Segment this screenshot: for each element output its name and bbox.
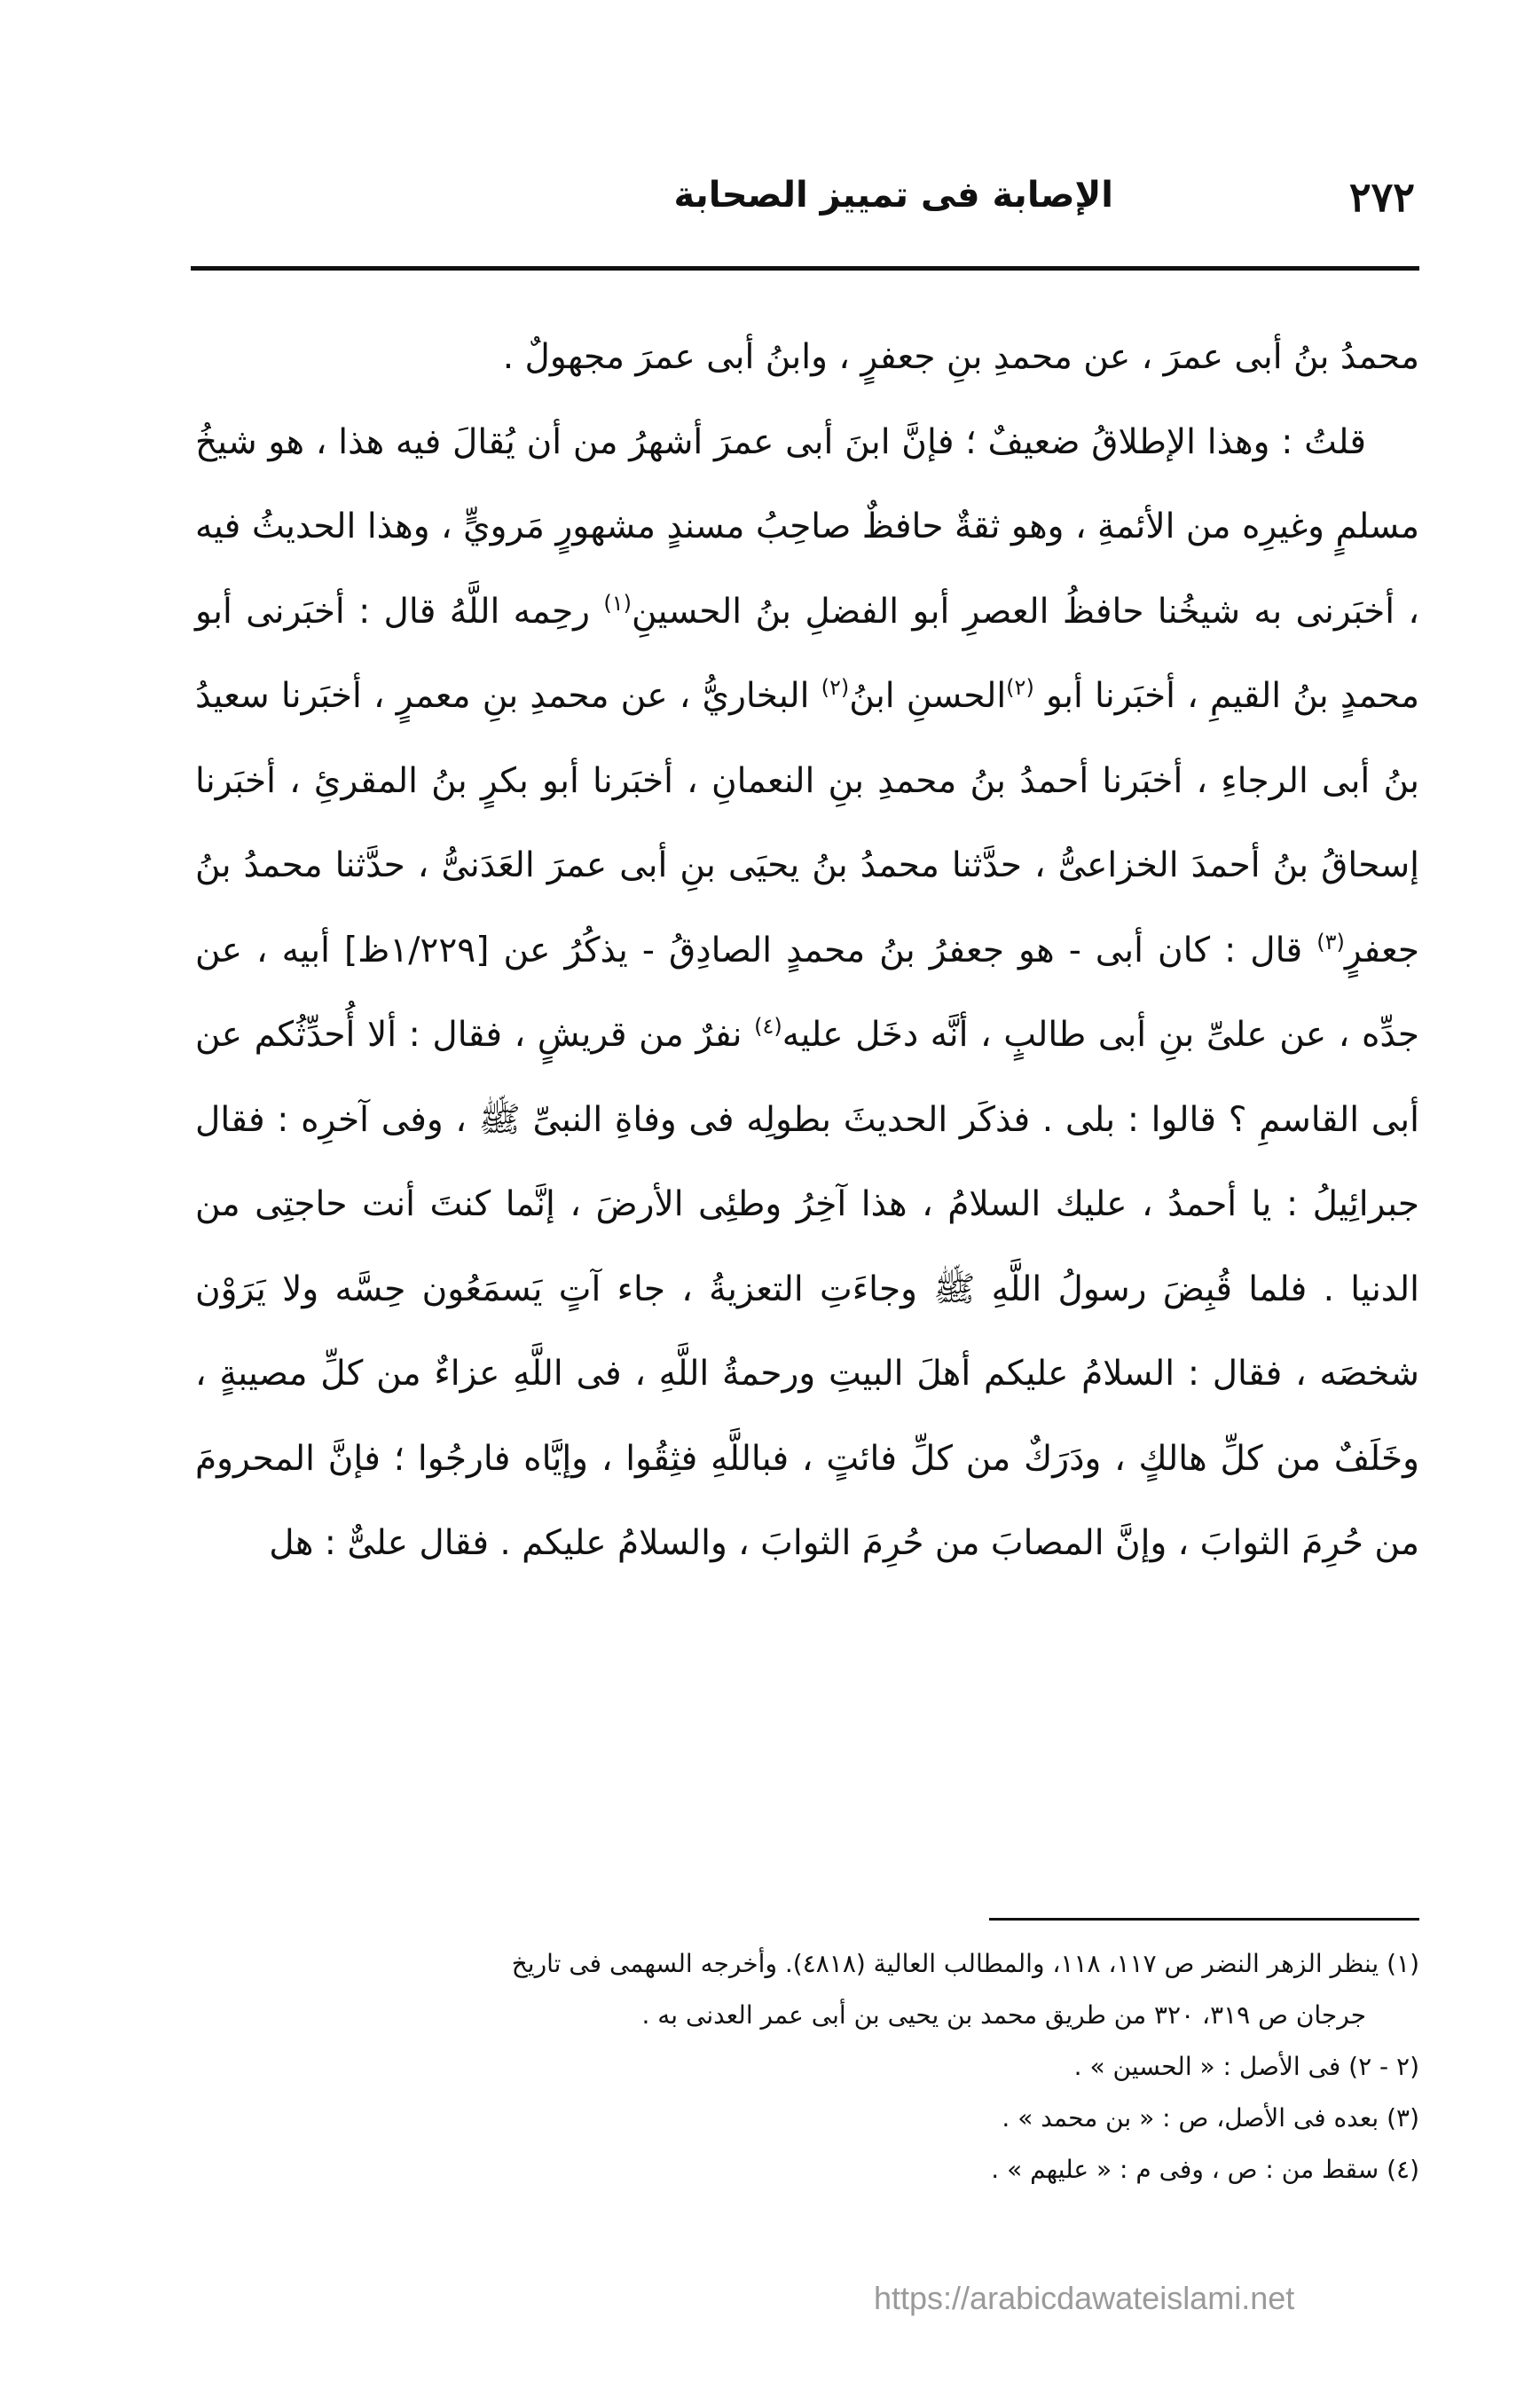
footnote-4: (٤) سقط من : ص ، وفى م : « عليهم » . [991, 2155, 1419, 2184]
watermark-url: https://arabicdawateislami.net [874, 2280, 1295, 2316]
text-segment: نفرٌ من قريشٍ ، فقال : ألا أُحدِّثُكم عن أبى القاسمِ ؟ قالوا : بلى . فذكَر الحديثَ بطولِه فى وفاةِ النبىِّ ﷺ ، وفى آخرِه : فقال جبرائِيلُ : يا أحمدُ ، عليك السلامُ ، هذا آخِرُ وطئِى الأرضَ ، إنَّما كنتَ أنت حاجتِى من الدنيا . فلما قُبِضَ رسولُ اللَّهِ ﷺ وجاءَتِ التعزيةُ ، جاء آتٍ يَسمَعُون حِسَّه ولا يَرَوْن شخصَه ، فقال : السلامُ عليكم أهلَ البيتِ ورحمةُ اللَّهِ ، فى اللَّهِ عزاءٌ من كلِّ مصيبةٍ ، وخَلَفٌ من كلِّ هالكٍ ، ودَرَكٌ من كلِّ فائتٍ ، فباللَّهِ فثِقُوا ، وإيَّاه فارجُوا ؛ فإنَّ المحرومَ من حُرِمَ الثوابَ ، وإنَّ المصابَ من حُرِمَ الثوابَ ، والسلامُ عليكم . فقال علىٌّ : هل [195, 1015, 1419, 1563]
footnote-marker-2-start: (٢) [1006, 675, 1034, 700]
text-segment: أبيه ، عن جدِّه ، عن علىِّ بنِ أبى طالبٍ ، أنَّه دخَل عليه [195, 930, 1419, 1055]
footnote-separator [989, 1918, 1419, 1921]
text-segment: قلتُ : وهذا الإطلاقُ ضعيفٌ ؛ فإنَّ ابنَ أبى عمرَ أشهرُ من أن يُقالَ فيه هذا ، هو شيخُ مسلمٍ وغيرِه من الأئمةِ ، وهو ثقةٌ حافظٌ صاحِبُ مسندٍ مشهورٍ مَرويٍّ ، وهذا الحديثُ فيه ، أخبَرنى به شيخُنا حافظُ العصرِ أبو الفضلِ بنُ الحسينِ [195, 421, 1420, 632]
running-title: الإصابة فى تمييز الصحابة [673, 175, 1113, 216]
page-number: ٢٧٢ [1348, 173, 1415, 221]
text-segment: الحسنِ ابنُ [849, 676, 1007, 716]
footnote-3: (٣) بعده فى الأصل، ص : « بن محمد » . [1002, 2103, 1419, 2133]
footnotes [204, 1938, 1419, 2196]
header-rule [191, 266, 1419, 271]
manuscript-folio-reference: [١/٢٢٩ظ] [344, 930, 490, 970]
text-segment: رحِمه اللَّهُ قال : أخبَرنى أبو محمدٍ بنُ القيمِ ، أخبَرنا أبو [195, 591, 1419, 716]
footnote-marker-2-end: (٢) [821, 675, 850, 700]
footnote-1: (١) ينظر الزهر النضر ص ١١٧، ١١٨، والمطالب العالية (٤٨١٨). وأخرجه السهمى فى تاريخ [511, 1949, 1419, 1978]
footnote-2: (٢ - ٢) فى الأصل : « الحسين » . [1073, 2052, 1419, 2081]
footnote-1-continued: جرجان ص ٣١٩، ٣٢٠ من طريق محمد بن يحيى بن أبى عمر العدنى به . [641, 2000, 1366, 2030]
footnote-marker-1: (١) [603, 590, 632, 616]
paragraph-1: محمدُ بنُ أبى عمرَ ، عن محمدِ بنِ جعفرٍ ، وابنُ أبى عمرَ مجهولٌ . [502, 337, 1419, 377]
text-segment: قال : كان أبى - هو جعفرُ بنُ محمدٍ الصادِقُ - يذكُرُ عن [489, 930, 1317, 970]
paragraph-2 [195, 400, 1419, 1586]
text-segment: البخاريُّ ، عن محمدِ بنِ معمرٍ ، أخبَرنا سعيدُ بنُ أبى الرجاءِ ، أخبَرنا أحمدُ بنُ محمدِ بنِ النعمانِ ، أخبَرنا أبو بكرٍ بنُ المقرئِ ، أخبَرنا إسحاقُ بنُ أحمدَ الخزاعىُّ ، حدَّثنا محمدُ بنُ يحيَى بنِ أبى عمرَ العَدَنىُّ ، حدَّثنا محمدُ بنُ جعفرٍ [195, 676, 1419, 970]
footnote-marker-4: (٤) [754, 1014, 782, 1039]
main-text [195, 315, 1419, 1586]
footnote-marker-3: (٣) [1316, 929, 1345, 955]
page-header [191, 173, 1415, 235]
